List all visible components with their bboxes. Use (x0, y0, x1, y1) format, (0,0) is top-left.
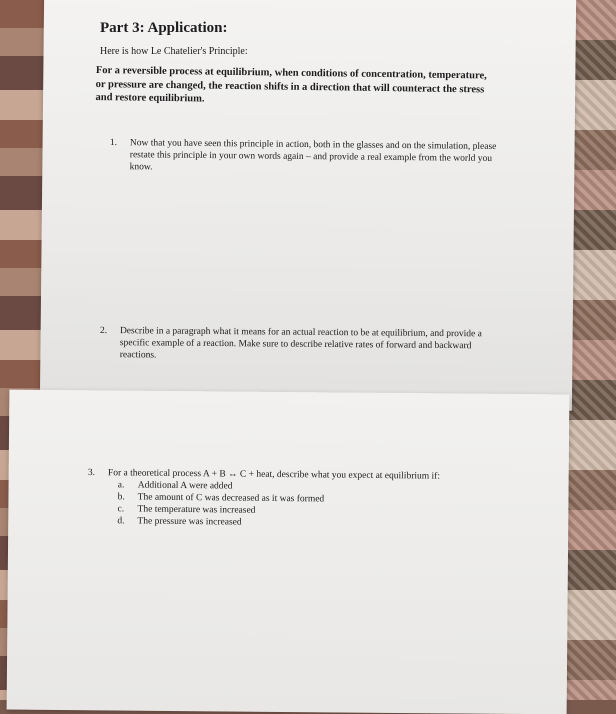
subquestion-text: The amount of C was decreased as it was formed (137, 492, 325, 505)
subquestion-text: Additional A were added (137, 480, 233, 492)
question-number: 3. (87, 468, 96, 479)
worksheet-page-bottom (7, 390, 570, 714)
subquestion-list (87, 480, 507, 532)
subquestion-text: The pressure was increased (137, 516, 242, 528)
question-number: 2. (99, 326, 108, 337)
subquestion-letter: c. (117, 503, 125, 515)
question-1 (110, 138, 510, 178)
question-text: For a theoretical process A + B ↔ C + heat, describe what you expect at equilibrium if: (107, 468, 441, 482)
subquestion-letter: d. (117, 515, 125, 526)
question-2 (100, 326, 500, 365)
question-3 (87, 468, 508, 532)
question-text: Now that you have seen this principle in action, both in the glasses and on the simulation, please restate this principle in your own words again – and provide a real example from the world you know. (129, 138, 497, 173)
subquestion-letter: b. (117, 492, 125, 503)
subquestion-text: The temperature was increased (137, 504, 256, 516)
principle-statement: For a reversible process at equilibrium, when conditions of concentration, temperature, or pressure are changed, the reaction shifts in a direction that will counteract the stress and restore equilibrium. (95, 64, 487, 105)
question-text: Describe in a paragraph what it means for an actual reaction to be at equilibrium, and provide a specific example of a reaction. Make sure to describe relative rates of forward and backward reactions. (119, 326, 482, 361)
intro-text: Here is how Le Chatelier's Principle: (100, 46, 248, 57)
question-number: 1. (109, 138, 118, 149)
part-title: Part 3: Application: (100, 20, 228, 36)
subquestion-letter: a. (117, 480, 125, 491)
